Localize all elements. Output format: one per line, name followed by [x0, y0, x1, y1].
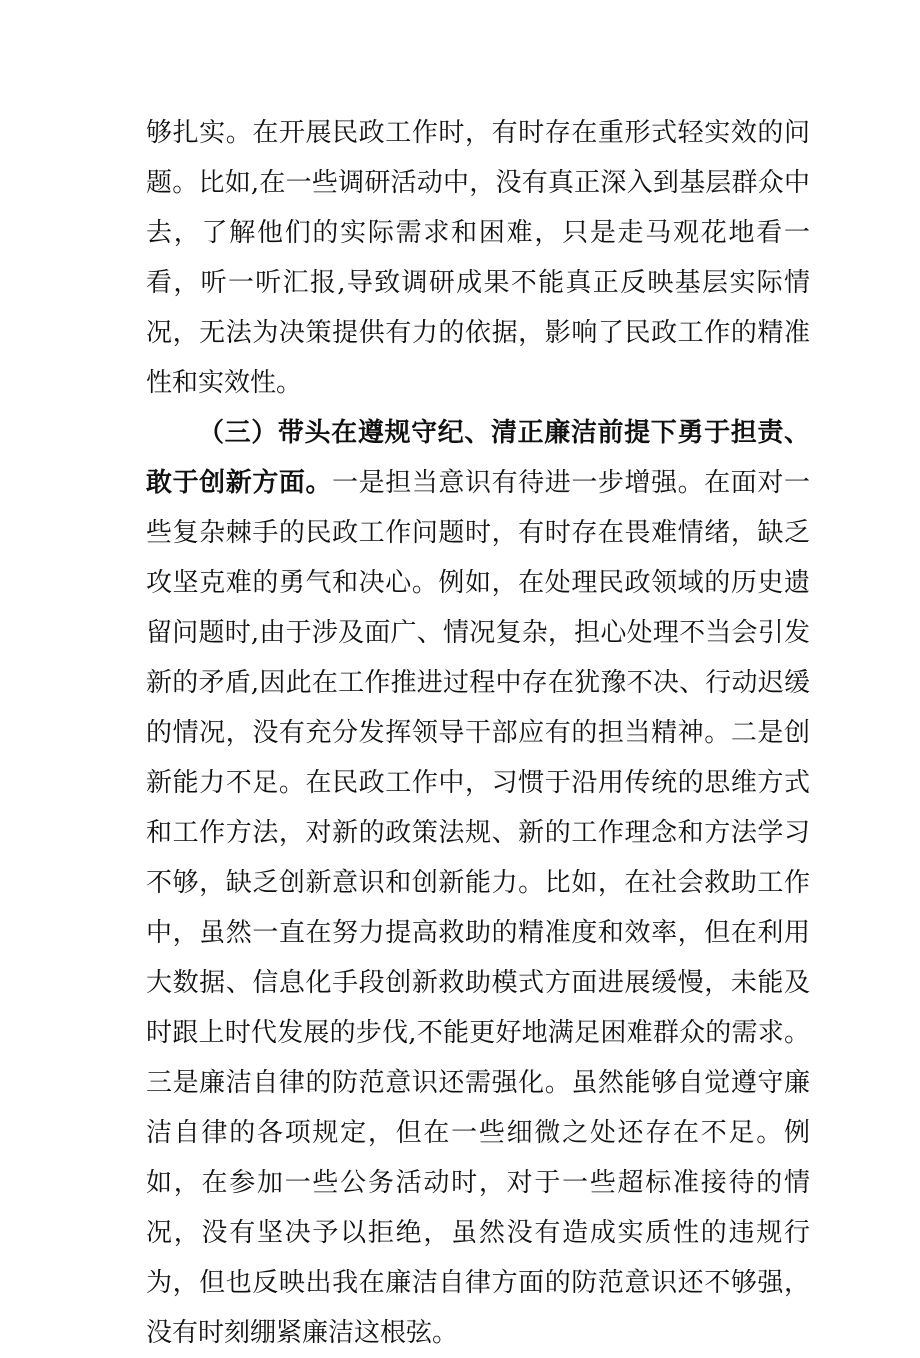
document-page: [146, 108, 810, 1358]
paragraph-text: 够扎实。在开展民政工作时，有时存在重形式轻实效的问题。比如,在一些调研活动中，没有真正深入到基层群众中去，了解他们的实际需求和困难，只是走马观花地看一看，听一听汇报,导致调研成果不能真正反映基层实际情况，无法为决策提供有力的依据，影响了民政工作的精准性和实效性。: [146, 118, 810, 398]
section-heading: （三）带头在遵规守纪、清正廉洁前提下勇于担责、敢于创新方面。: [146, 418, 810, 498]
body-paragraph: [146, 108, 810, 408]
section-paragraph: [146, 408, 810, 1358]
section-body-text: 一是担当意识有待进一步增强。在面对一些复杂棘手的民政工作问题时，有时存在畏难情绪，缺乏攻坚克难的勇气和决心。例如，在处理民政领域的历史遗留问题时,由于涉及面广、情况复杂，担心处理不当会引发新的矛盾,因此在工作推进过程中存在犹豫不决、行动迟缓的情况，没有充分发挥领导干部应有的担当精神。二是创新能力不足。在民政工作中，习惯于沿用传统的思维方式和工作方法，对新的政策法规、新的工作理念和方法学习不够，缺乏创新意识和创新能力。比如，在社会救助工作中，虽然一直在努力提高救助的精准度和效率，但在利用大数据、信息化手段创新救助模式方面进展缓慢，未能及时跟上时代发展的步伐,不能更好地满足困难群众的需求。三是廉洁自律的防范意识还需强化。虽然能够自觉遵守廉洁自律的各项规定，但在一些细微之处还存在不足。例如，在参加一些公务活动时，对于一些超标准接待的情况，没有坚决予以拒绝，虽然没有造成实质性的违规行为，但也反映出我在廉洁自律方面的防范意识还不够强，没有时刻绷紧廉洁这根弦。: [146, 468, 810, 1348]
